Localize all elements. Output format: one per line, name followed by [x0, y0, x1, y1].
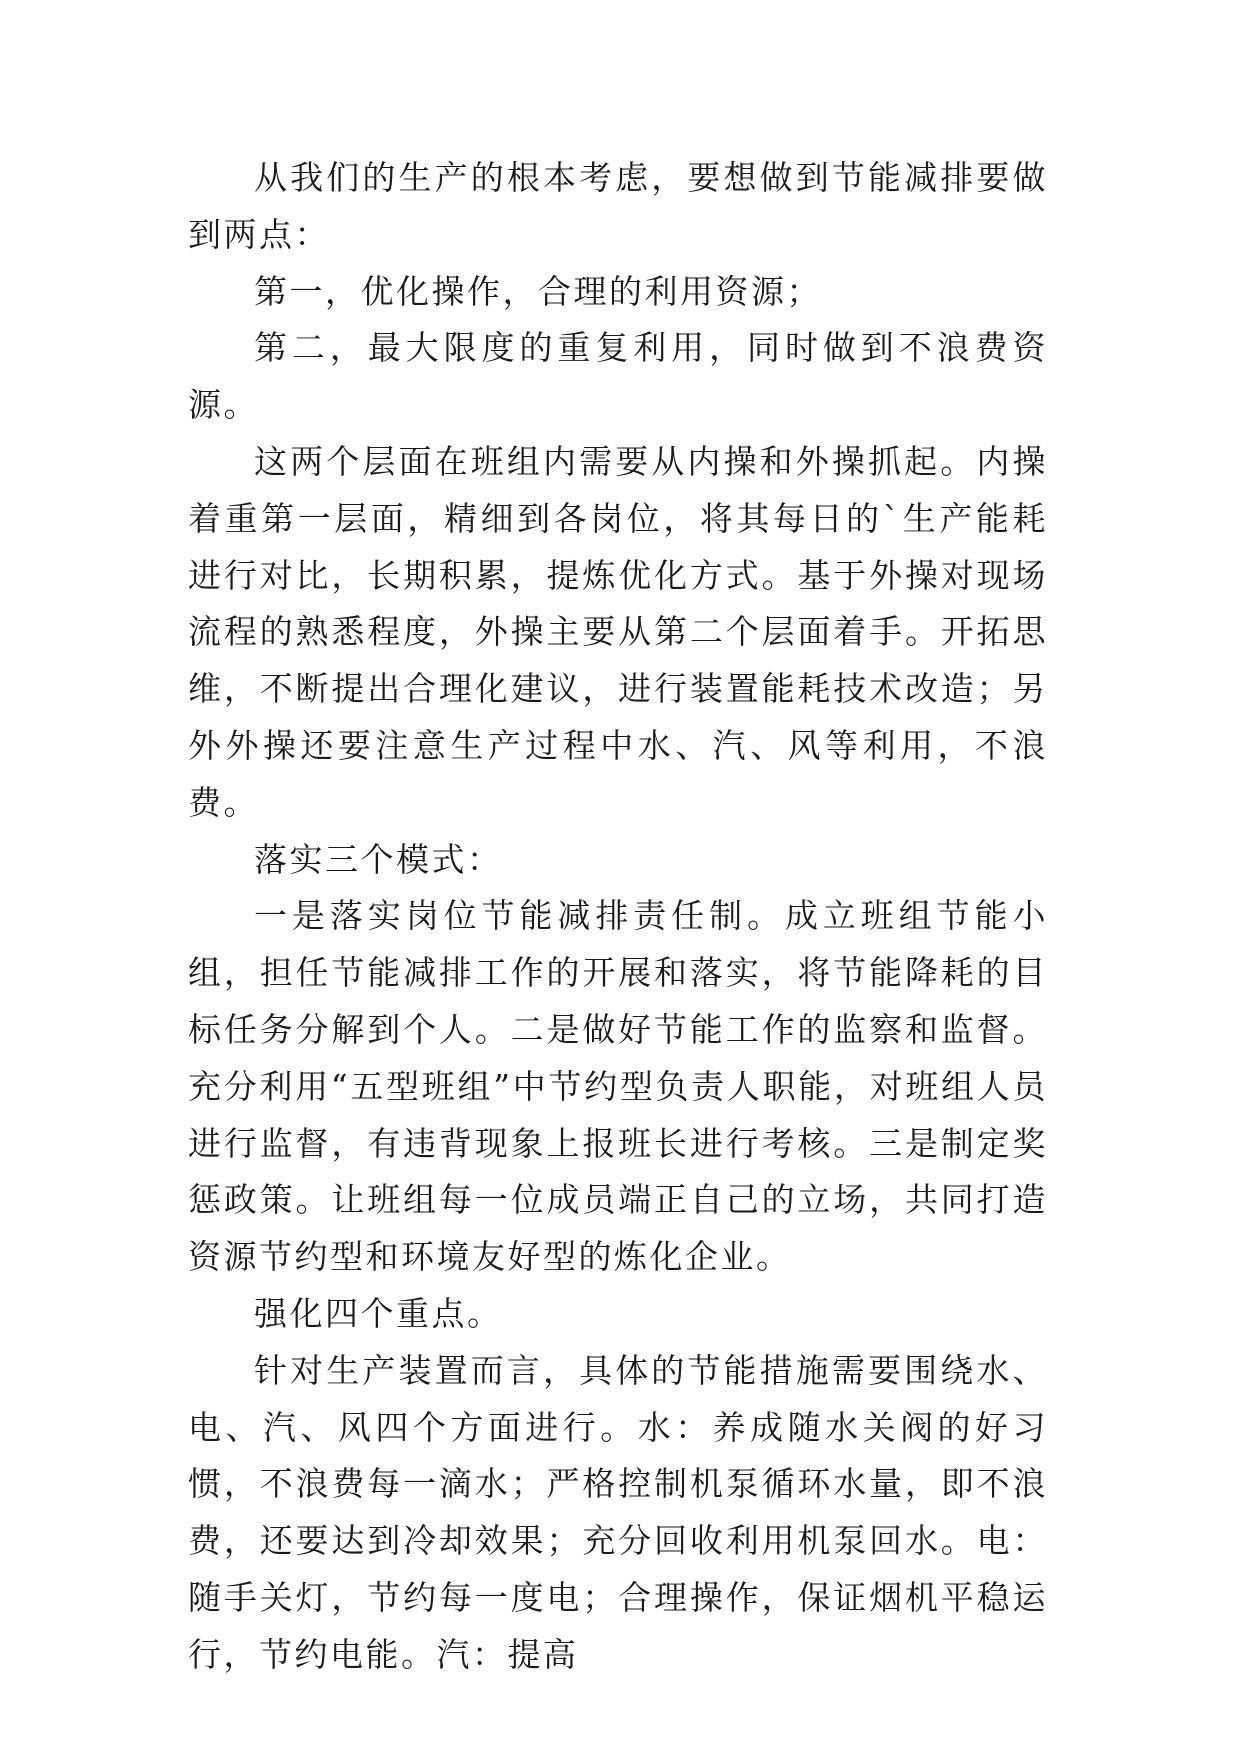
paragraph-point-two: 第二，最大限度的重复利用，同时做到不浪费资源。 — [188, 328, 1048, 425]
paragraph-three-modes-heading: 落实三个模式： — [254, 839, 503, 879]
paragraph-intro: 从我们的生产的根本考虑，要想做到节能减排要做到两点： — [188, 158, 1048, 254]
paragraph-two-levels: 这两个层面在班组内需要从内操和外操抓起。内操着重第一层面，精细到各岗位，将其每日的`生产能耗进行对比，长期积累，提炼优化方式。基于外操对现场流程的熟悉程度，外操主要从第二个层面着手。开拓思维，不断提出合理化建议，进行装置能耗技术改造；另外外操还要注意生产过程中水、汽、风等利用，不浪费。 — [188, 441, 1048, 822]
paragraph-four-focus: 针对生产装置而言，具体的节能措施需要围绕水、电、汽、风四个方面进行。水：养成随水关阀的好习惯，不浪费每一滴水；严格控制机泵循环水量，即不浪费，还要达到冷却效果；充分回收利用机泵回水。电：随手关灯，节约每一度电；合理操作，保证烟机平稳运行，节约电能。汽：提高 — [188, 1350, 1048, 1674]
paragraph-point-one: 第一，优化操作，合理的利用资源； — [254, 271, 822, 311]
document-body — [188, 150, 1048, 1684]
paragraph-three-modes: 一是落实岗位节能减排责任制。成立班组节能小组，担任节能减排工作的开展和落实，将节能降耗的目标任务分解到个人。二是做好节能工作的监察和监督。充分利用“五型班组”中节约型负责人职能，对班组人员进行监督，有违背现象上报班长进行考核。三是制定奖惩政策。让班组每一位成员端正自己的立场，共同打造资源节约型和环境友好型的炼化企业。 — [188, 896, 1048, 1277]
paragraph-four-focus-heading: 强化四个重点。 — [254, 1293, 503, 1333]
